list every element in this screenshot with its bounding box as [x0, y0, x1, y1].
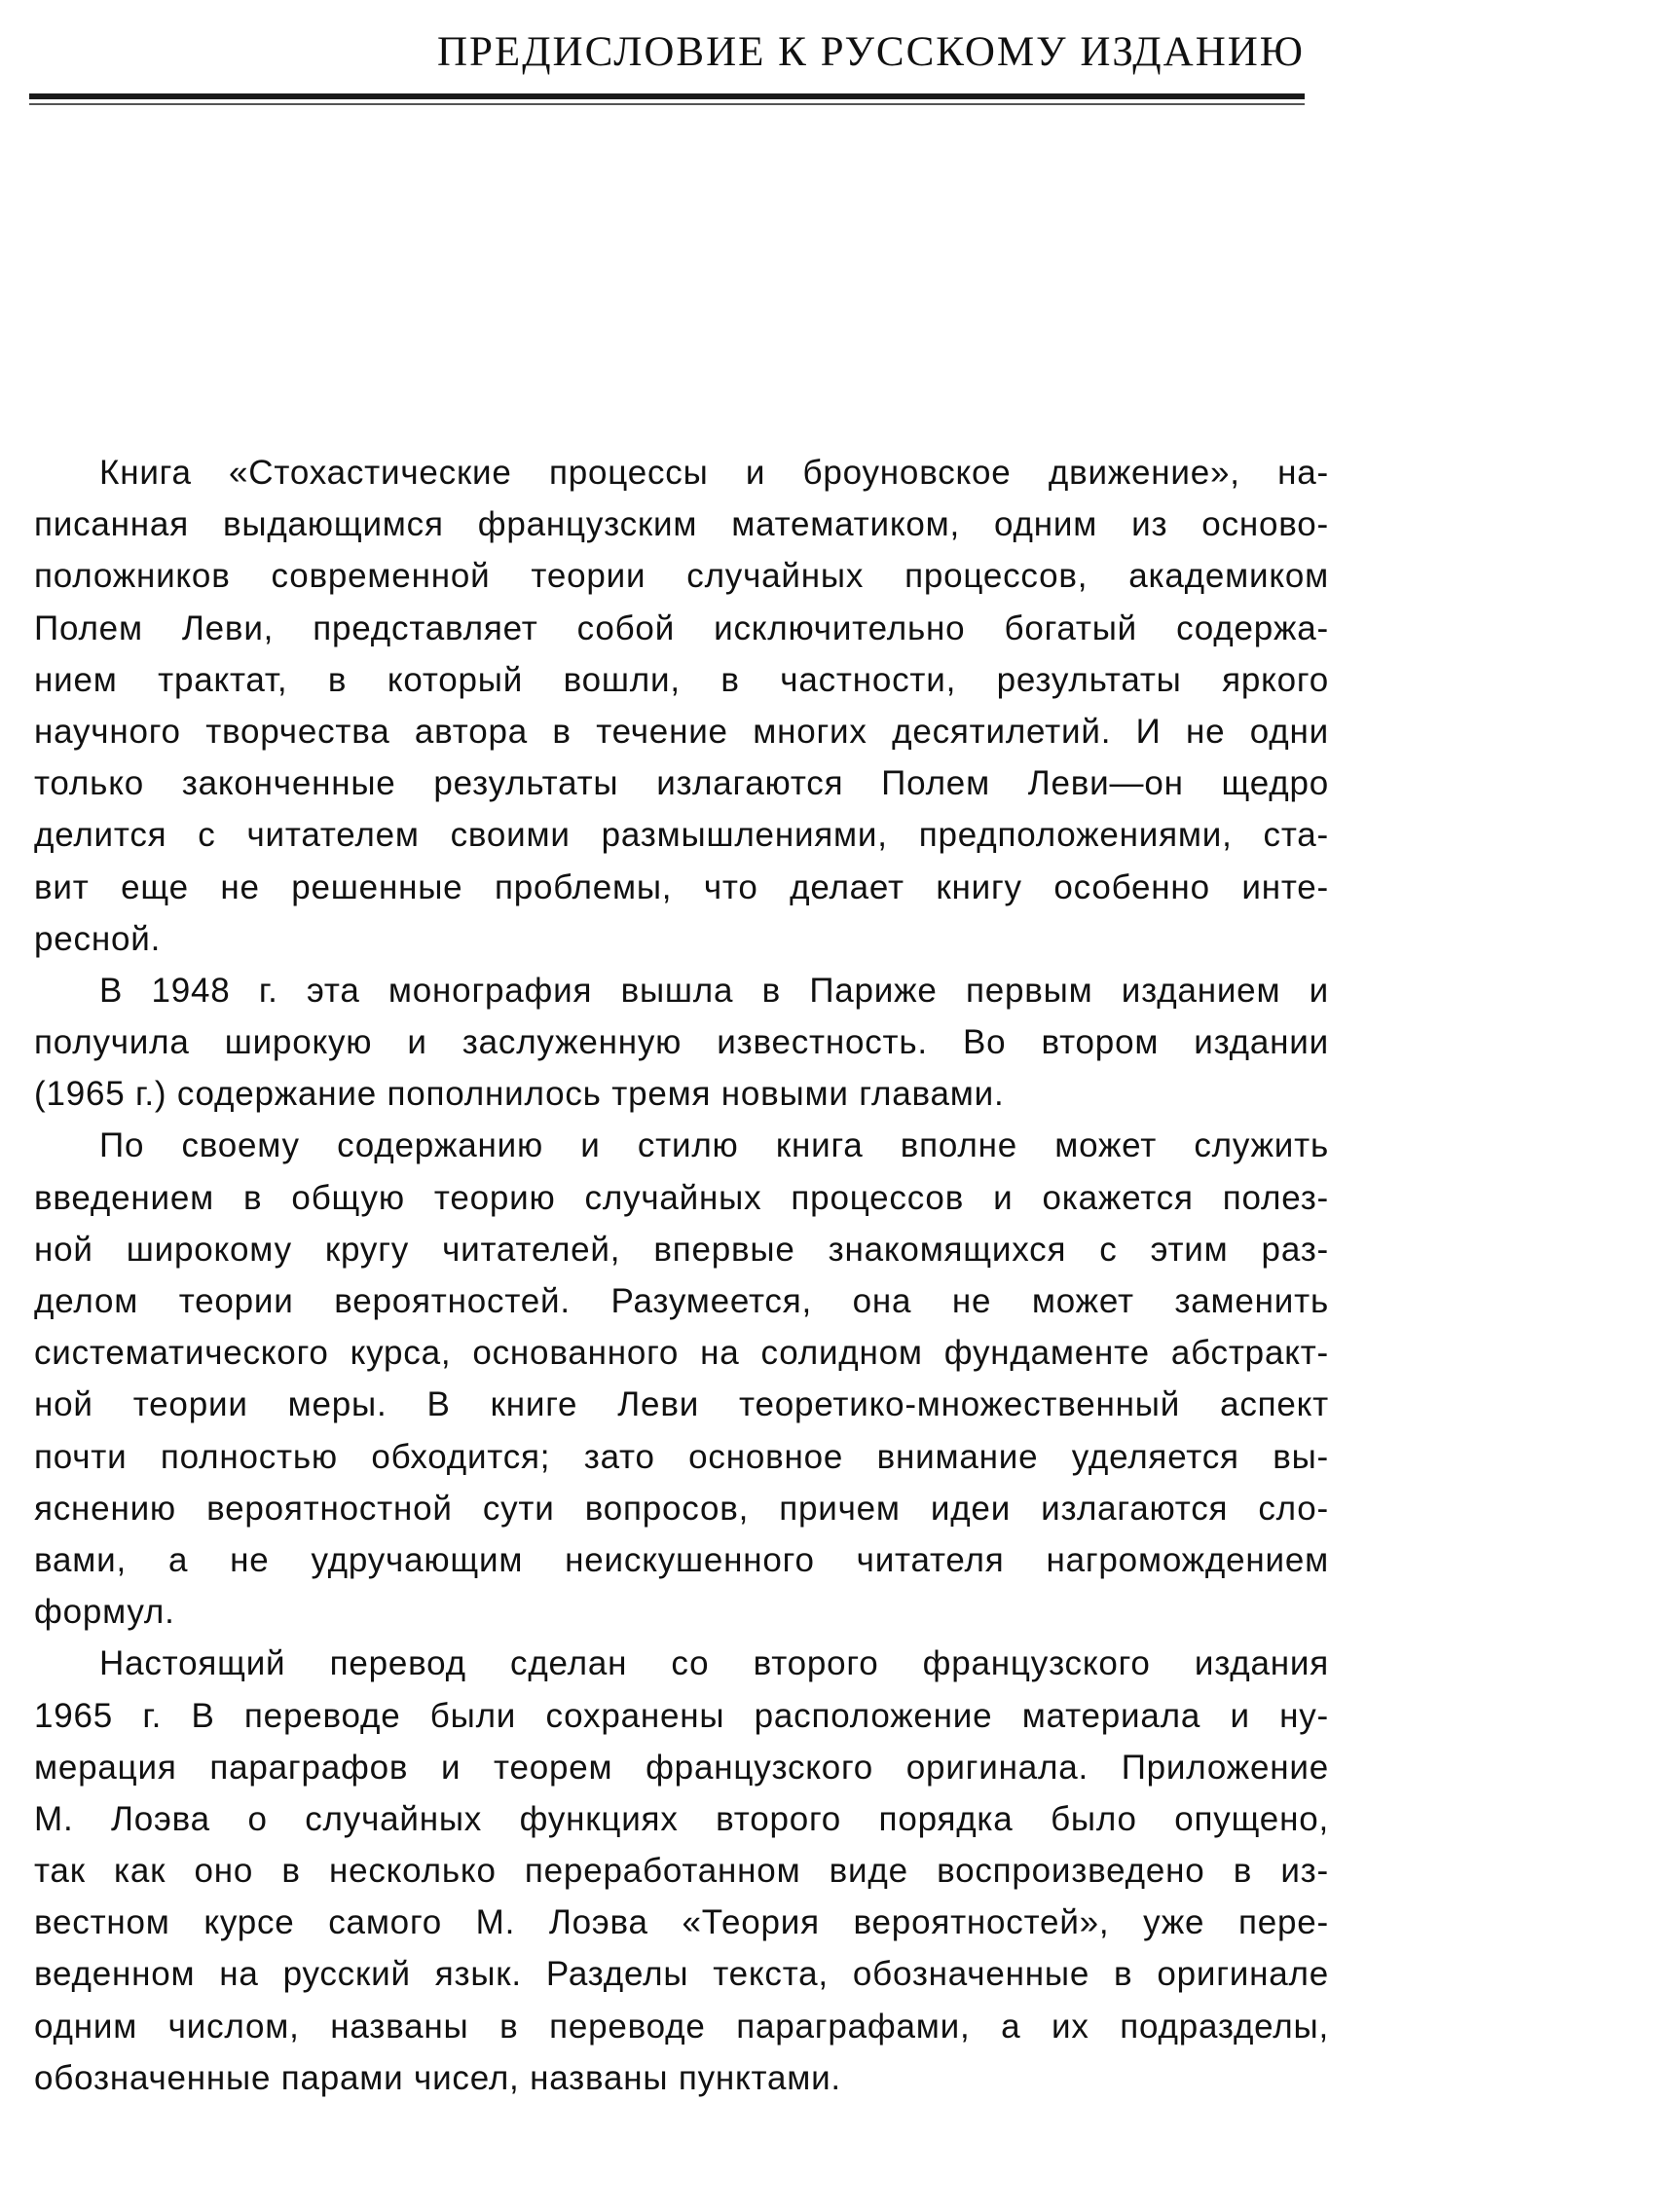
- text-line: делом теории вероятностей. Разумеется, она не может заменить: [34, 1282, 1329, 1320]
- text-line: нием трактат, в который вошли, в частности, результаты яркого: [34, 660, 1329, 699]
- text-line: делится с читателем своими размышлениями, предположениями, ста-: [34, 816, 1329, 855]
- text-line: введением в общую теорию случайных процессов и окажется полез-: [34, 1178, 1329, 1217]
- text-line: В 1948 г. эта монография вышла в Париже первым изданием и: [99, 971, 1329, 1010]
- text-line: вит еще не решенные проблемы, что делает книгу особенно инте-: [34, 867, 1329, 906]
- text-line: ной широкому кругу читателей, впервые знакомящихся с этим раз-: [34, 1230, 1329, 1269]
- text-line: систематического курса, основанного на солидном фундаменте абстракт-: [34, 1334, 1329, 1373]
- text-line: одним числом, названы в переводе параграфами, а их подразделы,: [34, 2007, 1329, 2046]
- paragraph-2: [34, 965, 1329, 1121]
- text-line: обозначенные парами чисел, названы пунктами.: [34, 2058, 841, 2097]
- text-line: вами, а не удручающим неискушенного читателя нагромождением: [34, 1540, 1329, 1579]
- text-line: веденном на русский язык. Разделы текста, обозначенные в оригинале: [34, 1955, 1329, 1994]
- text-line: почти полностью обходится; зато основное внимание уделяется вы-: [34, 1437, 1329, 1476]
- text-line: формул.: [34, 1593, 175, 1632]
- header-rule-thin: [29, 103, 1305, 105]
- text-line: только законченные результаты излагаются Полем Леви—он щедро: [34, 764, 1329, 803]
- text-line: научного творчества автора в течение многих десятилетий. И не одни: [34, 712, 1329, 751]
- text-line: 1965 г. В переводе были сохранены расположение материала и ну-: [34, 1696, 1329, 1735]
- header-rule: [29, 93, 1305, 99]
- text-line: По своему содержанию и стилю книга вполне может служить: [99, 1126, 1329, 1165]
- text-line: мерация параграфов и теорем французского оригинала. Приложение: [34, 1748, 1329, 1787]
- body-text: [34, 447, 1329, 2104]
- text-line: ной теории меры. В книге Леви теоретико-множественный аспект: [34, 1385, 1329, 1424]
- text-line: Полем Леви, представляет собой исключительно богатый содержа-: [34, 608, 1329, 647]
- text-line: так как оно в несколько переработанном виде воспроизведено в из-: [34, 1852, 1329, 1891]
- paragraph-4: [34, 1638, 1329, 2104]
- text-line: ресной.: [34, 919, 162, 958]
- text-line: писанная выдающимся французским математиком, одним из осново-: [34, 505, 1329, 544]
- text-line: положников современной теории случайных процессов, академиком: [34, 557, 1329, 596]
- text-line: яснению вероятностной сути вопросов, причем идеи излагаются сло-: [34, 1489, 1329, 1528]
- text-line: получила широкую и заслуженную известность. Во втором издании: [34, 1023, 1329, 1062]
- text-line: вестном курсе самого М. Лоэва «Теория вероятностей», уже пере-: [34, 1903, 1329, 1942]
- paragraph-3: [34, 1120, 1329, 1638]
- text-line: Настоящий перевод сделан со второго французского издания: [99, 1644, 1329, 1683]
- text-line: М. Лоэва о случайных функциях второго порядка было опущено,: [34, 1799, 1329, 1838]
- running-head: ПРЕДИСЛОВИЕ К РУССКОМУ ИЗДАНИЮ: [436, 29, 1305, 75]
- text-line: Книга «Стохастические процессы и броуновское движение», на-: [99, 454, 1329, 492]
- text-line: (1965 г.) содержание пополнилось тремя новыми главами.: [34, 1075, 1005, 1114]
- paragraph-1: [34, 447, 1329, 965]
